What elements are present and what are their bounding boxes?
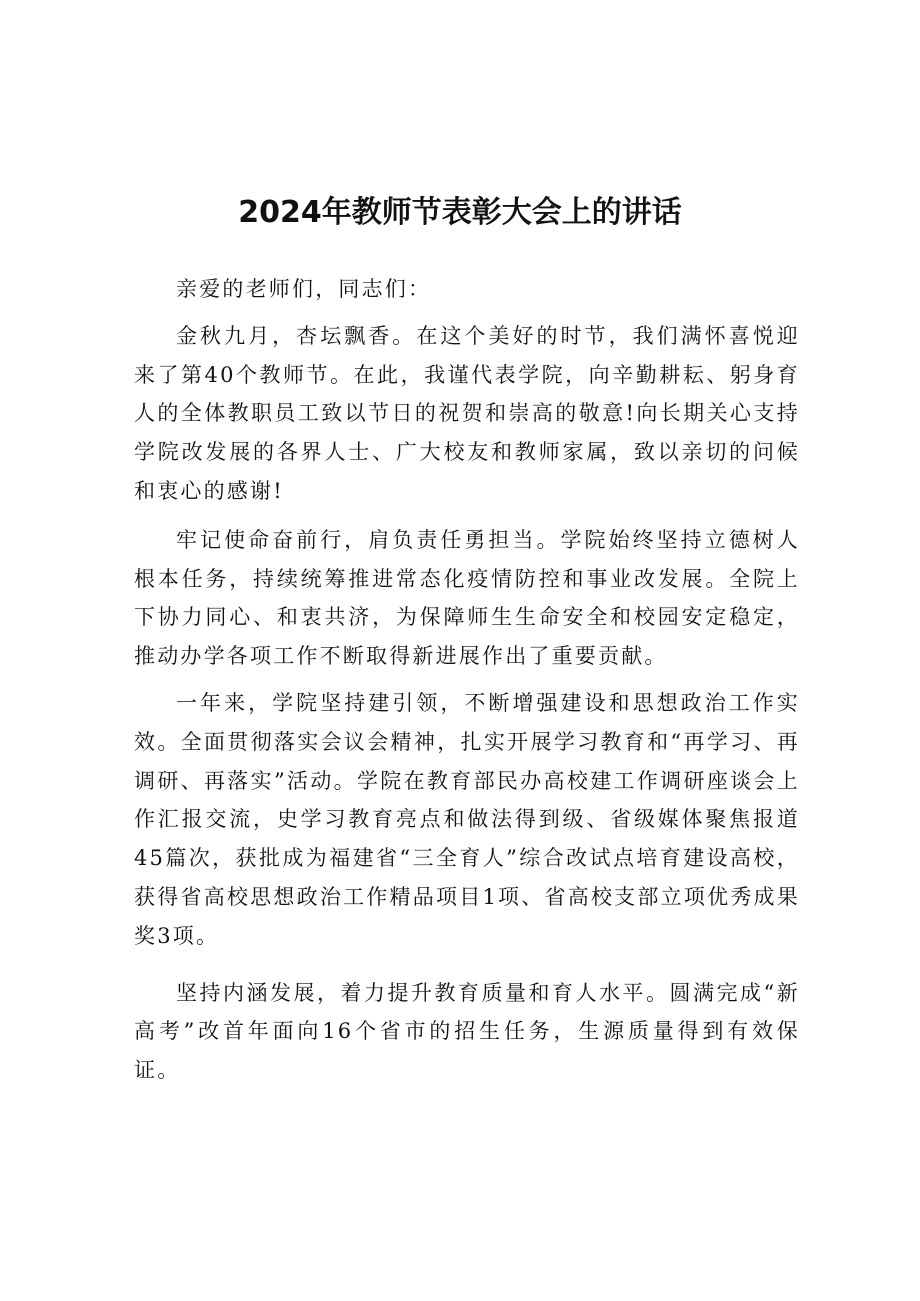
document-body [134, 270, 800, 1090]
salutation: 亲爱的老师们，同志们： [176, 277, 432, 301]
document-title: 2024年教师节表彰大会上的讲话 [238, 195, 682, 231]
paragraph-achievements: 一年来，学院坚持建引领，不断增强建设和思想政治工作实效。全面贯彻落实会议会精神，扎实开展学习教育和“再学习、再调研、再落实”活动。学院在教育部民办高校建工作调研座谈会上作汇报交流，史学习教育亮点和做法得到级、省级媒体聚焦报道45篇次，获批成为福建省“三全育人”综合改试点培育建设高校，获得省高校思想政治工作精品项目1项、省高校支部立项优秀成果奖3项。 [134, 690, 800, 948]
paragraph-development: 坚持内涵发展，着力提升教育质量和育人水平。圆满完成“新高考”改首年面向16个省市的招生任务，生源质量得到有效保证。 [134, 980, 800, 1083]
paragraph-greeting: 金秋九月，杏坛飘香。在这个美好的时节，我们满怀喜悦迎来了第40个教师节。在此，我谨代表学院，向辛勤耕耘、躬身育人的全体教职员工致以节日的祝贺和崇高的敬意!向长期关心支持学院改发展的各界人士、广大校友和教师家属，致以亲切的问候和衷心的感谢! [134, 323, 800, 503]
paragraph-mission: 牢记使命奋前行，肩负责任勇担当。学院始终坚持立德树人根本任务，持续统筹推进常态化疫情防控和事业改发展。全院上下协力同心、和衷共济，为保障师生生命安全和校园安定稳定，推动办学各项工作不断取得新进展作出了重要贡献。 [134, 527, 800, 669]
